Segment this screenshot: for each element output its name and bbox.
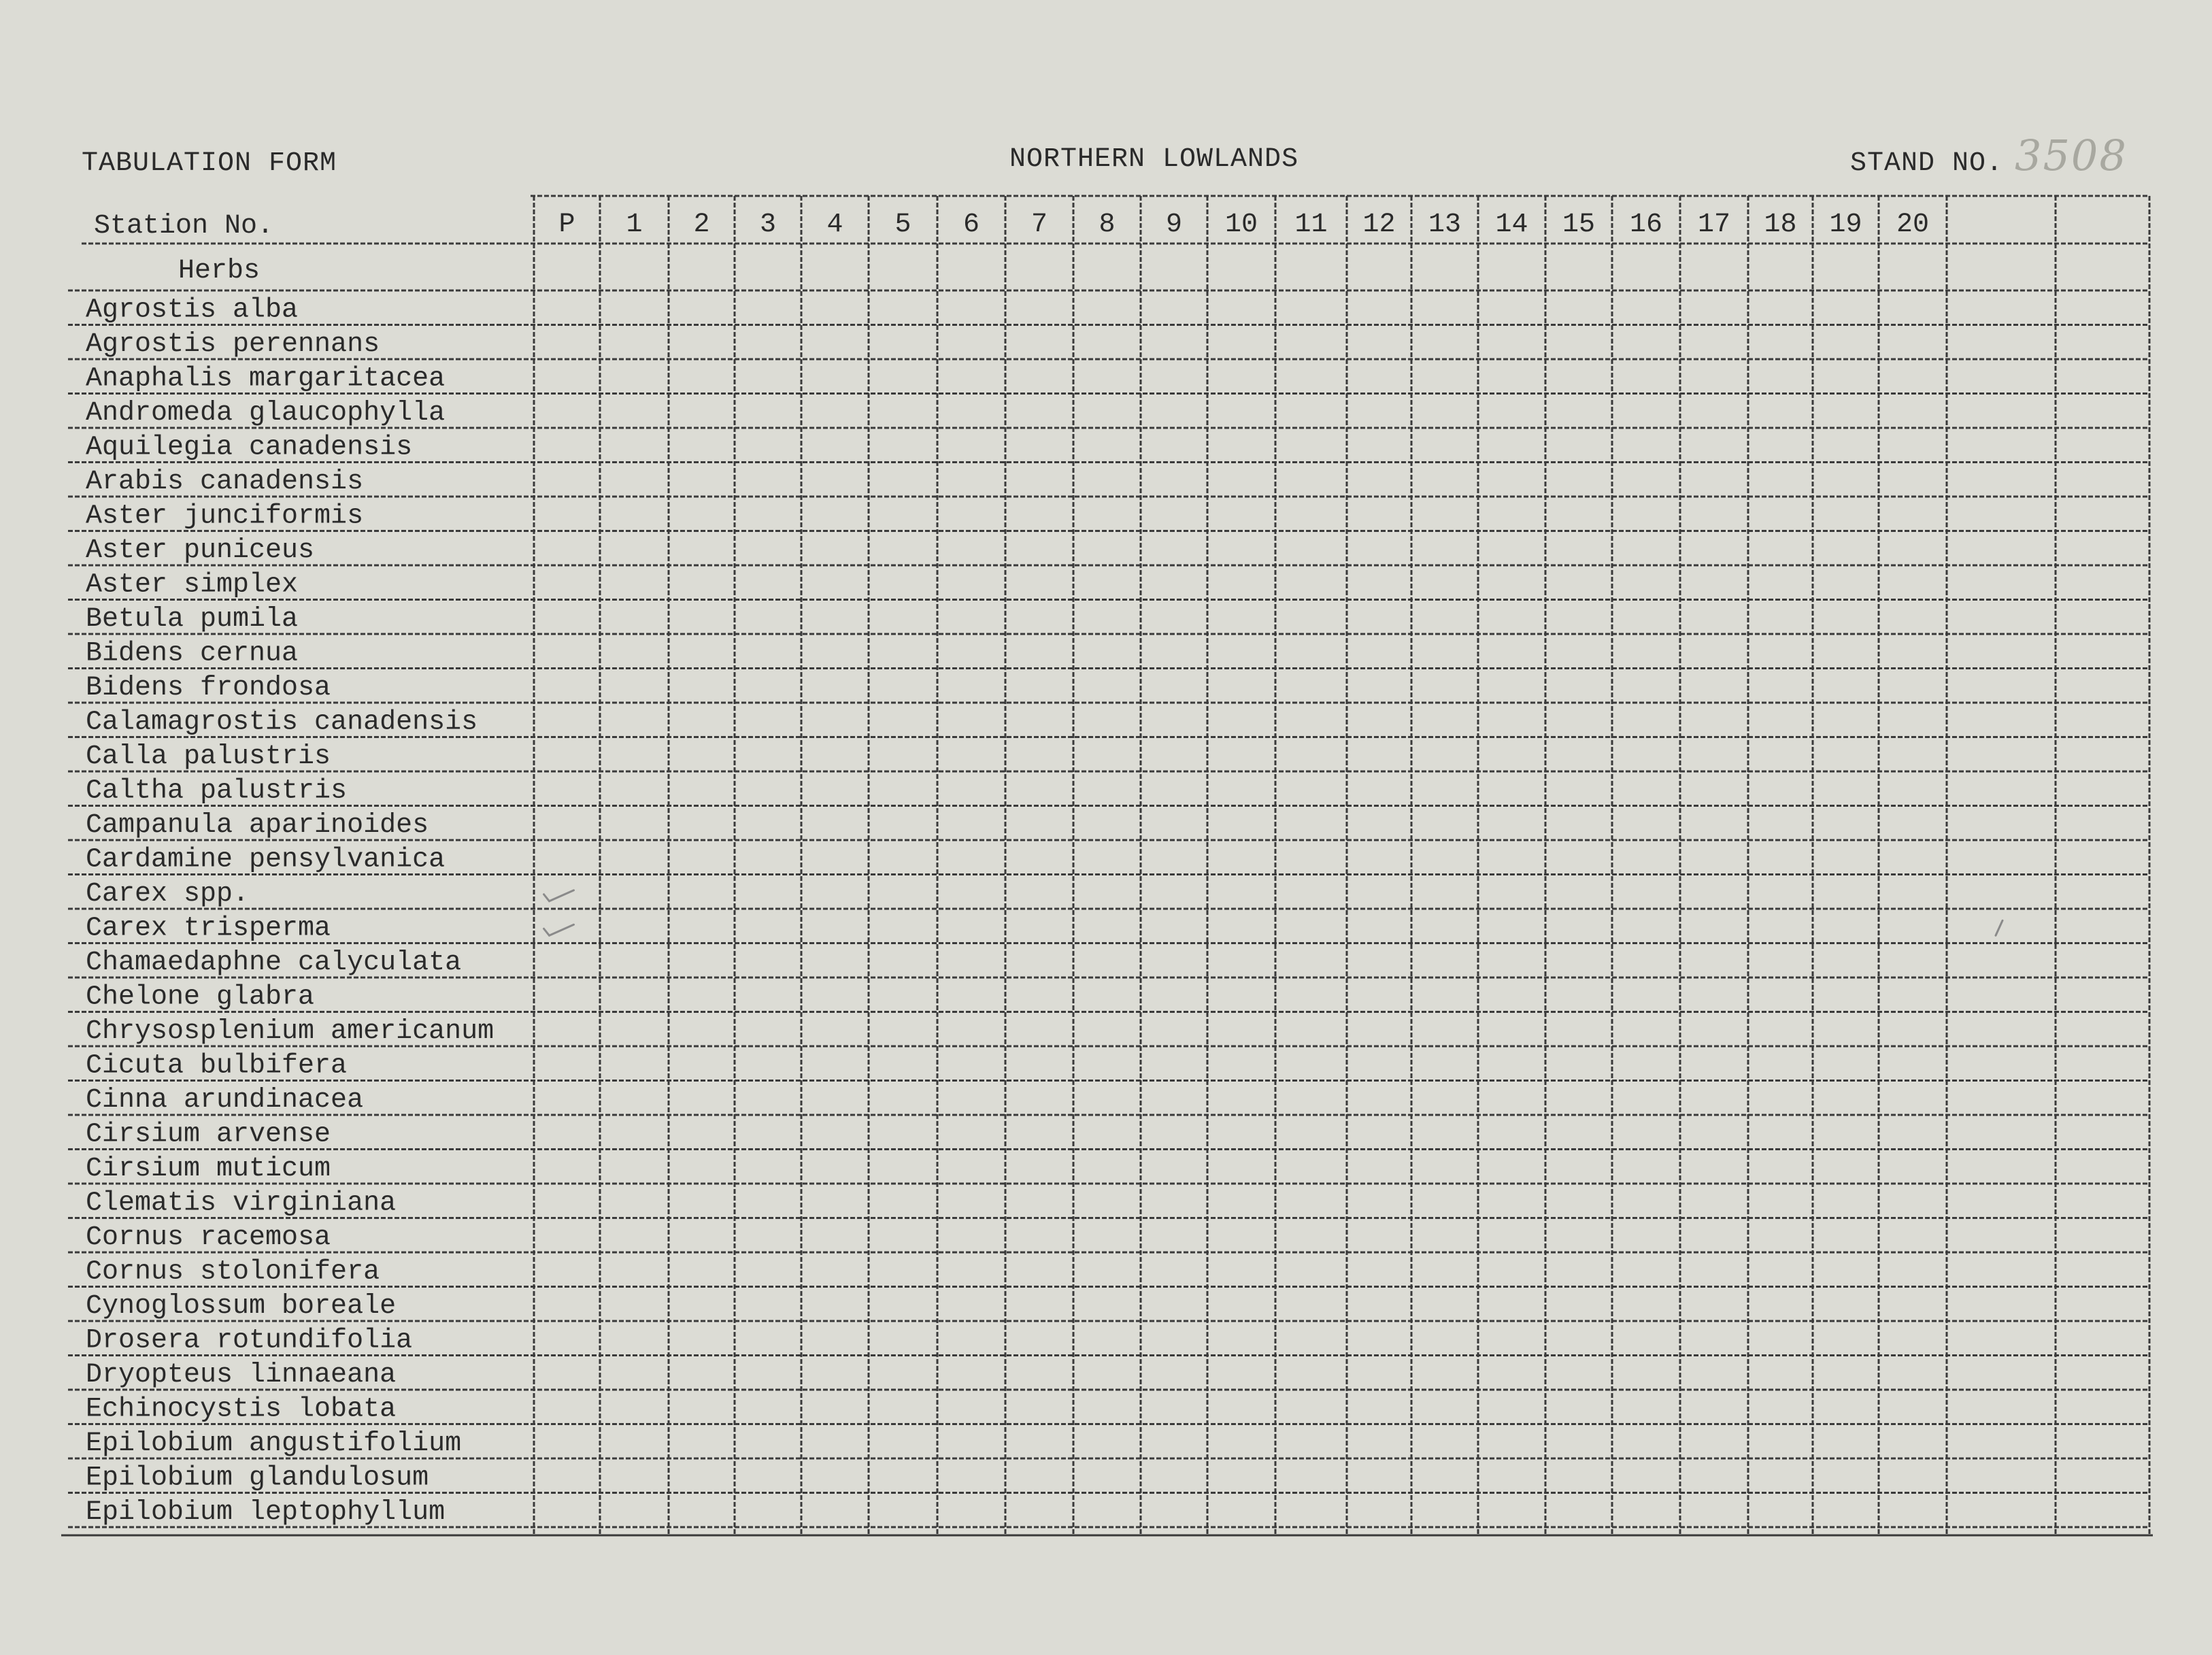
species-name: Carex trisperma [86, 913, 331, 944]
species-name: Carex spp. [86, 879, 250, 909]
species-name: Epilobium angustifolium [86, 1428, 462, 1459]
species-name: Aster junciformis [86, 501, 364, 532]
column-number: 7 [1030, 210, 1048, 240]
column-number: 1 [626, 210, 643, 240]
column-number: 6 [962, 210, 980, 240]
species-name: Calamagrostis canadensis [86, 707, 478, 738]
section-label-herbs: Herbs [178, 256, 261, 286]
species-name: Drosera rotundifolia [86, 1325, 413, 1356]
column-number: 19 [1829, 210, 1862, 240]
species-name: Cornus stolonifera [86, 1256, 380, 1288]
form-title: TABULATION FORM [82, 148, 337, 179]
column-number: 16 [1629, 210, 1663, 240]
handwritten-tick-mark [1996, 920, 2002, 935]
column-number: 2 [693, 210, 710, 240]
species-name: Cornus racemosa [86, 1222, 331, 1253]
species-name: Arabis canadensis [86, 467, 364, 497]
species-name: Chamaedaphne calyculata [86, 948, 462, 978]
column-number: 12 [1362, 210, 1396, 240]
species-name: Chelone glabra [86, 982, 315, 1013]
species-name: Dryopteus linnaeana [86, 1360, 397, 1390]
station-no-label: Station No. [94, 211, 274, 241]
species-name: Echinocystis lobata [86, 1394, 397, 1425]
species-name: Epilobium leptophyllum [86, 1497, 446, 1528]
species-name: Campanula aparinoides [86, 810, 429, 841]
species-name: Cicuta bulbifera [86, 1050, 348, 1082]
column-number: 3 [759, 210, 777, 240]
handwritten-check-mark [544, 924, 574, 935]
species-name: Cirsium arvense [86, 1119, 331, 1150]
region-title: NORTHERN LOWLANDS [1009, 144, 1299, 175]
column-number: 14 [1495, 210, 1528, 240]
species-name: Caltha palustris [86, 775, 348, 807]
handwritten-check-mark [544, 890, 574, 901]
column-number: 17 [1697, 210, 1731, 240]
species-name: Cirsium muticum [86, 1154, 331, 1184]
column-number: P [558, 210, 575, 240]
stand-number-label: STAND NO. [1850, 148, 2004, 179]
column-number: 15 [1562, 210, 1596, 240]
species-name: Bidens cernua [86, 638, 299, 669]
species-name: Calla palustris [86, 741, 331, 772]
species-name: Betula pumila [86, 604, 299, 635]
species-name: Cardamine pensylvanica [86, 844, 446, 875]
species-name: Agrostis alba [86, 295, 299, 326]
species-name: Clematis virginiana [86, 1188, 397, 1219]
column-number: 9 [1165, 210, 1183, 240]
species-name: Aquilegia canadensis [86, 432, 413, 463]
column-number: 11 [1294, 210, 1328, 240]
column-number: 20 [1896, 210, 1930, 240]
column-number: 5 [894, 210, 911, 240]
species-name: Aster puniceus [86, 535, 315, 566]
species-name: Anaphalis margaritacea [86, 363, 446, 395]
column-number: 8 [1099, 210, 1116, 240]
column-number: 10 [1224, 210, 1258, 240]
species-name: Cinna arundinacea [86, 1085, 364, 1116]
species-name: Aster simplex [86, 569, 299, 601]
column-number: 4 [826, 210, 843, 240]
species-name: Agrostis perennans [86, 329, 380, 360]
column-number: 18 [1764, 210, 1797, 240]
species-name: Andromeda glaucophylla [86, 398, 446, 429]
species-name: Bidens frondosa [86, 673, 331, 703]
species-name: Epilobium glandulosum [86, 1462, 429, 1494]
species-name: Chrysosplenium americanum [86, 1016, 495, 1047]
stand-number-handwritten: 3508 [2015, 131, 2128, 180]
species-name: Cynoglossum boreale [86, 1291, 397, 1322]
column-number: 13 [1428, 210, 1462, 240]
